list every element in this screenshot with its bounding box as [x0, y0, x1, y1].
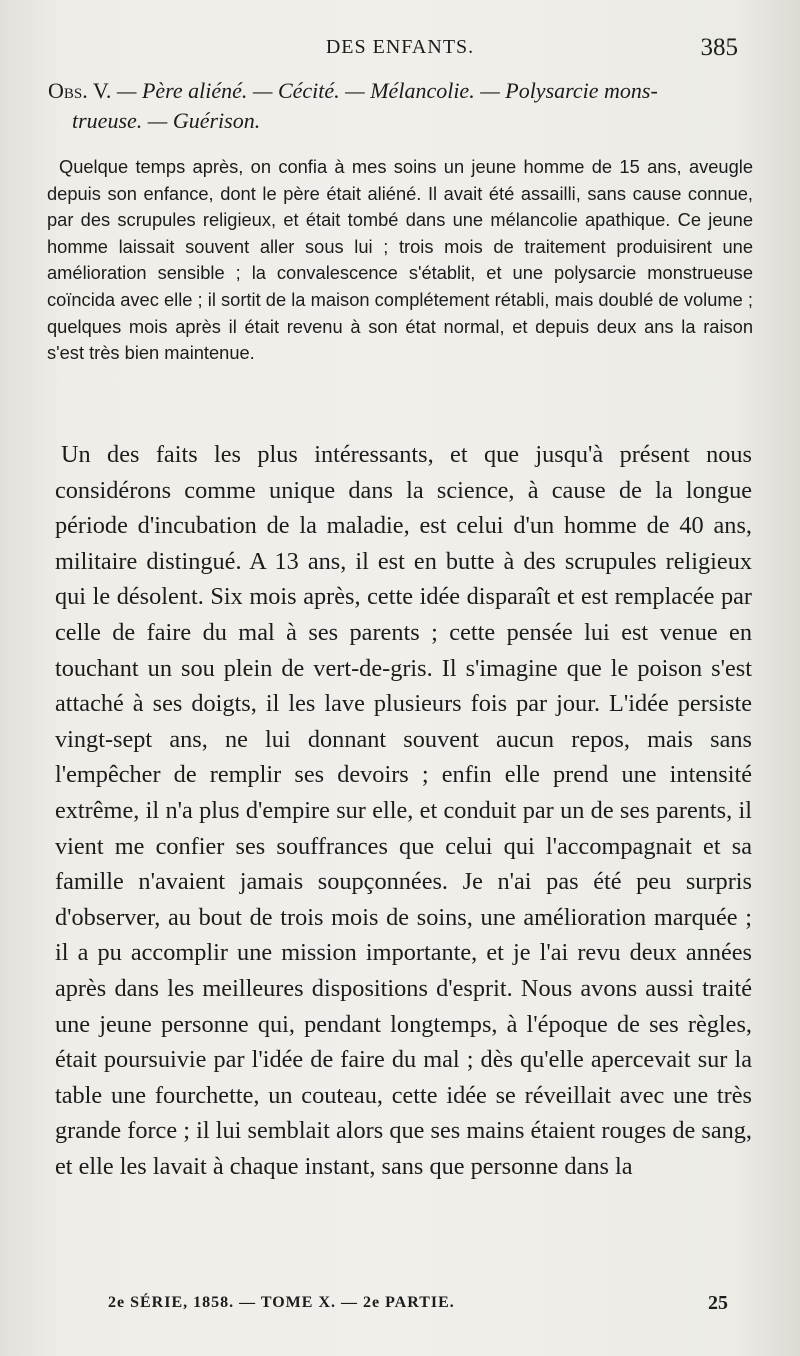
footer-sheet-number: 25: [708, 1292, 728, 1314]
observation-text: [47, 154, 753, 367]
observation-heading-line-2: trueuse. — Guérison.: [72, 108, 261, 133]
observation-label: Obs. V.: [48, 78, 112, 103]
main-paragraph: Un des faits les plus intéressants, et que jusqu'à présent nous considérons comme unique dans la science, à cause de la longue période d'incubation de la maladie, est celui d'un homme de 40 ans, militaire distingué. A 13 ans, il est en butte à des scrupules religieux qui le désolent. Six mois après, cette idée disparaît et est remplacée par celle de faire du mal à ses parents ; cette pensée lui est venue en touchant un sou plein de vert-de-gris. Il s'imagine que le poison s'est attaché à ses doigts, il les lave plusieurs fois par jour. L'idée persiste vingt-sept ans, ne lui donnant souvent aucun repos, mais sans l'empêcher de remplir ses devoirs ; enfin elle prend une intensité extrême, il n'a plus d'empire sur elle, et conduit par un de ses parents, il vient me confier ses souffrances que celui qui l'accompagnait et sa famille n'avaient jamais soupçonnées. Je n'ai pas été peu surpris d'observer, au bout de trois mois de soins, une amélioration marquée ; il a pu accomplir une mission importante, et je l'ai revu deux années après dans les meilleures dispositions d'esprit. Nous avons aussi traité une jeune personne qui, pendant longtemps, à l'époque de ses règles, était poursuivie par l'idée de faire du mal ; dès qu'elle apercevait sur la table une fourchette, un couteau, cette idée se réveillait avec une très grande force ; il lui semblait alors que ses mains étaient rouges de sang, et elle les lavait à chaque instant, sans que personne dans la: [55, 441, 752, 1180]
page-footer: [108, 1292, 728, 1322]
running-title: DES ENFANTS.: [325, 36, 475, 58]
footer-signature: 2e SÉRIE, 1858. — TOME X. — 2e PARTIE.: [108, 1294, 455, 1311]
observation-heading: [48, 76, 748, 136]
page-number: 385: [700, 34, 738, 61]
observation-paragraph: Quelque temps après, on confia à mes soins un jeune homme de 15 ans, aveugle depuis son enfance, dont le père était aliéné. Il avait été assailli, sans cause connue, par des scrupules religieux, et était tombé dans une mélancolie apathique. Ce jeune homme laissait souvent aller sous lui ; trois mois de traitement produisirent une amélioration sensible ; la convalescence s'établit, et une polysarcie monstrueuse coïncida avec elle ; il sortit de la maison complétement rétabli, mais doublé de volume ; quelques mois après il était revenu à son état normal, et depuis deux ans la raison s'est très bien maintenue.: [47, 156, 753, 364]
running-head: [0, 36, 800, 66]
observation-heading-line-1: — Père aliéné. — Cécité. — Mélancolie. — Polysarcie mons-: [111, 78, 658, 103]
main-text: [55, 437, 752, 1184]
